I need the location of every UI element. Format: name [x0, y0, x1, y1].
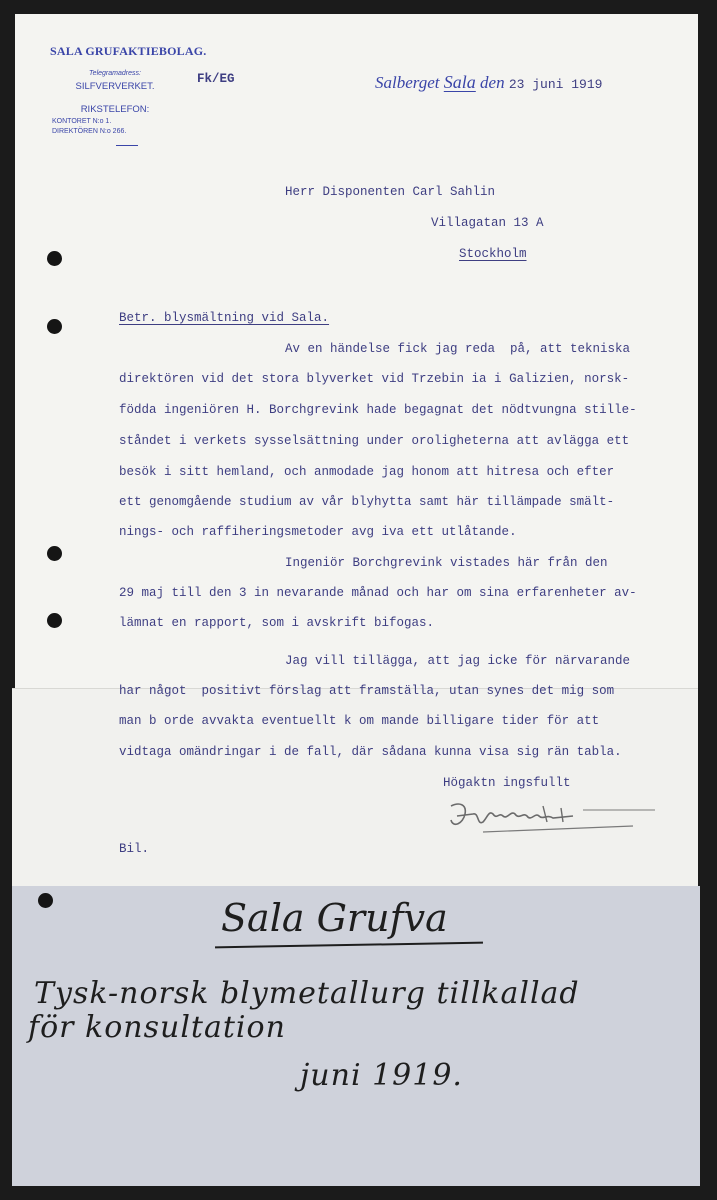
- punch-hole: [47, 546, 62, 561]
- reference-code: Fk/EG: [197, 72, 235, 86]
- enclosure-label: Bil.: [119, 842, 150, 856]
- punch-hole: [47, 251, 62, 266]
- recipient-name: Herr Disponenten Carl Sahlin: [285, 185, 496, 199]
- body-line: nings- och raffiheringsmetoder avg iva ett utlåtande.: [119, 525, 517, 539]
- note-line: för konsultation: [28, 1010, 286, 1045]
- signature-mark: [443, 792, 663, 840]
- body-line: 29 maj till den 3 in nevarande månad och har om sina erfarenheter av-: [119, 586, 637, 600]
- body-line: Jag vill tillägga, att jag icke för närvarande: [285, 654, 631, 668]
- body-line: besök i sitt hemland, och anmodade jag honom att hitresa och efter: [119, 465, 615, 479]
- body-line: Ingeniör Borchgrevink vistades här från den: [285, 556, 608, 570]
- recipient-street: Villagatan 13 A: [431, 216, 544, 230]
- body-line: födda ingeniören H. Borchgrevink hade begagnat det nödtvungna stille-: [119, 403, 637, 417]
- body-line: direktören vid det stora blyverket vid Trzebin ia i Galizien, norsk-: [119, 372, 630, 386]
- recipient-city: Stockholm: [459, 247, 527, 261]
- letterhead-rule: [116, 145, 138, 146]
- body-line: lämnat en rapport, som i avskrift bifogas.: [119, 616, 435, 630]
- subject-line: Betr. blysmältning vid Sala.: [119, 311, 330, 325]
- printed-den: den: [480, 73, 505, 92]
- letterhead-rikstelefon-title: RIKSTELEFON:: [80, 104, 150, 115]
- letterhead-company: SALA GRUFAKTIEBOLAG.: [50, 44, 207, 58]
- closing: Högaktn ingsfullt: [443, 776, 571, 790]
- place-date-line: [375, 72, 602, 93]
- printed-place: Salberget: [375, 73, 440, 92]
- letterhead-kontoret: KONTORET N:o 1.: [52, 118, 112, 125]
- body-line: Av en händelse fick jag reda på, att tekniska: [285, 342, 631, 356]
- body-line: har något positivt förslag att framställa, utan synes det mig som: [119, 684, 615, 698]
- note-line: Tysk-norsk blymetallurg tillkallad: [34, 976, 580, 1011]
- body-line: man b orde avvakta eventuellt k om mande billigare tider för att: [119, 714, 600, 728]
- punch-hole: [47, 613, 62, 628]
- letterhead-direktoren: DIREKTÖREN N:o 266.: [52, 128, 127, 135]
- note-title: Sala Grufva: [221, 896, 448, 940]
- body-line: vidtaga omändringar i de fall, där sådana kunna visa sig rän tabla.: [119, 745, 622, 759]
- body-line: ett genomgående studium av vår blyhytta samt här tillämpade smält-: [119, 495, 615, 509]
- note-date-line: juni 1919.: [300, 1058, 463, 1093]
- punch-hole: [38, 893, 53, 908]
- written-place: Sala: [443, 72, 476, 92]
- letterhead-telegram-value: SILFVERVERKET.: [75, 81, 155, 92]
- letter-date: 23 juni 1919: [508, 77, 603, 92]
- letterhead-telegram-label: Telegramadress:: [89, 70, 141, 77]
- punch-hole: [47, 319, 62, 334]
- body-line: ståndet i verkets sysselsättning under oroligheterna att avlägga ett: [119, 434, 630, 448]
